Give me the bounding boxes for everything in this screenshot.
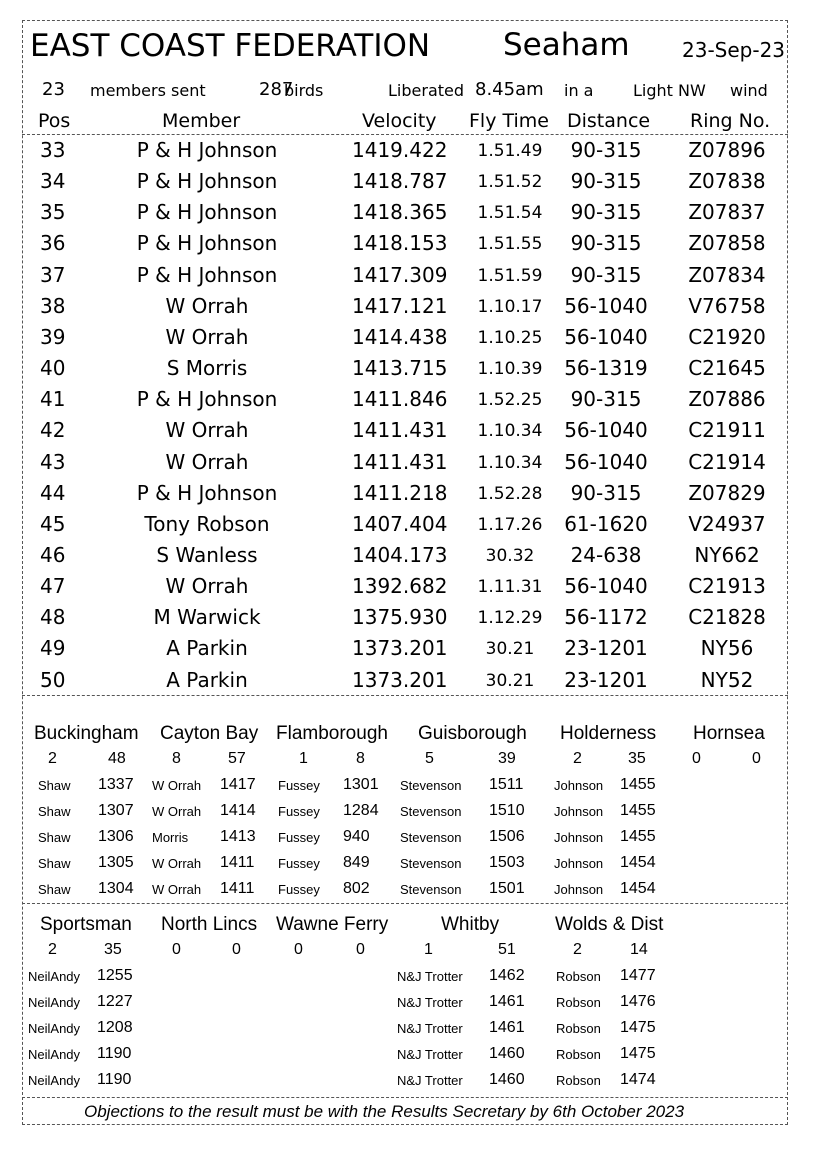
section-entry-name: Morris (152, 830, 189, 845)
cell-fly: 30.21 (485, 670, 535, 691)
members-label: members sent (90, 81, 206, 100)
section-birds: 57 (228, 750, 246, 767)
cell-velocity: 1419.422 (352, 138, 448, 162)
section-entry-name: Fussey (278, 882, 320, 897)
cell-velocity: 1411.218 (352, 480, 448, 505)
cell-member: W Orrah (165, 324, 249, 349)
cell-ring: Z07834 (688, 262, 766, 287)
cell-dist: 90-315 (570, 200, 642, 225)
section-entry-velocity: 802 (343, 880, 370, 897)
section-entry-velocity: 1506 (489, 828, 525, 845)
section-birds: 39 (498, 750, 516, 767)
cell-dist: 24-638 (570, 542, 642, 567)
cell-member: P & H Johnson (136, 231, 278, 256)
cell-pos: 36 (40, 231, 66, 256)
section-entry-name: Stevenson (400, 882, 462, 897)
cell-dist: 23-1201 (564, 636, 648, 661)
cell-fly: 1.10.39 (477, 359, 543, 380)
section-name: Flamborough (276, 723, 388, 744)
section-entry-name: Johnson (554, 778, 604, 793)
section-entry-name: Johnson (554, 804, 604, 819)
section-entry-name: NeilAndy (28, 969, 81, 984)
cell-ring: C21911 (688, 418, 766, 443)
section-members: 5 (425, 750, 434, 767)
section-entry-velocity: 1411 (220, 854, 255, 871)
cell-pos: 50 (40, 667, 66, 692)
cell-fly: 1.12.29 (477, 608, 543, 629)
cell-fly: 1.51.59 (477, 265, 543, 286)
table-row (22, 605, 788, 636)
section-entry-velocity: 1414 (220, 802, 256, 819)
col-flytime-header: Fly Time (469, 110, 549, 132)
members-count: 23 (42, 79, 65, 100)
table-row (22, 387, 788, 418)
section-entry-name: W Orrah (152, 856, 202, 871)
section-entry-velocity: 1454 (620, 880, 656, 897)
cell-dist: 56-1040 (564, 574, 648, 599)
section-entry-name: Fussey (278, 856, 320, 871)
section-entry-velocity: 1306 (98, 828, 134, 845)
section-entry-name: Fussey (278, 778, 320, 793)
section-birds: 35 (628, 750, 646, 767)
table-row (22, 138, 788, 169)
in-a-label: in a (564, 81, 594, 100)
section-entry-velocity: 1208 (97, 1019, 133, 1036)
cell-member: S Wanless (156, 542, 258, 567)
race-venue: Seaham (503, 27, 630, 63)
cell-velocity: 1375.930 (352, 605, 448, 630)
section-entry-velocity: 849 (343, 854, 370, 871)
cell-member: P & H Johnson (136, 200, 278, 225)
cell-member: A Parkin (166, 667, 248, 692)
cell-pos: 42 (40, 418, 66, 443)
section-entry-velocity: 1417 (220, 776, 256, 793)
section-entry-name: Robson (556, 1073, 601, 1088)
cell-velocity: 1373.201 (352, 667, 448, 692)
cell-dist: 56-1040 (564, 418, 648, 443)
cell-ring: C21828 (688, 605, 766, 630)
federation-title: EAST COAST FEDERATION (30, 28, 431, 64)
section-entry-name: Stevenson (400, 778, 462, 793)
section-entry-velocity: 1454 (620, 854, 656, 871)
section-birds: 48 (108, 750, 126, 767)
section-entry-name: Robson (556, 1021, 601, 1036)
table-row (22, 450, 788, 481)
results-divider (22, 695, 788, 696)
cell-fly: 1.10.34 (477, 452, 543, 473)
cell-dist: 90-315 (570, 262, 642, 287)
table-row (22, 356, 788, 387)
section-birds: 0 (752, 750, 761, 767)
cell-fly: 1.52.25 (477, 390, 543, 411)
section-entry-name: Shaw (38, 804, 71, 819)
cell-velocity: 1407.404 (352, 511, 448, 536)
objections-note: Objections to the result must be with the Results Secretary by 6th October 2023 (84, 1102, 685, 1121)
cell-ring: C21920 (688, 324, 766, 349)
cell-member: S Morris (166, 356, 248, 381)
section-birds: 14 (630, 941, 648, 958)
section-members: 1 (299, 750, 308, 767)
table-row (22, 418, 788, 449)
table-row (22, 512, 788, 543)
section-entry-velocity: 1304 (98, 880, 134, 897)
section-entry-name: NeilAndy (28, 1073, 81, 1088)
section-entry-name: NeilAndy (28, 1021, 81, 1036)
cell-ring: NY56 (700, 636, 754, 661)
cell-velocity: 1417.121 (352, 293, 448, 318)
section-entry-velocity: 1474 (620, 1071, 656, 1088)
cell-velocity: 1414.438 (352, 324, 448, 349)
col-ring-header: Ring No. (690, 110, 771, 132)
section-members: 1 (424, 941, 433, 958)
cell-pos: 48 (40, 605, 66, 630)
cell-pos: 34 (40, 169, 66, 194)
section-entry-velocity: 1337 (98, 776, 134, 793)
section-birds: 35 (104, 941, 122, 958)
section-entry-name: Shaw (38, 882, 71, 897)
section-entry-velocity: 1455 (620, 802, 656, 819)
table-row (22, 294, 788, 325)
cell-dist: 90-315 (570, 480, 642, 505)
section-entry-name: N&J Trotter (397, 1073, 463, 1088)
section-name: North Lincs (161, 914, 258, 935)
cell-member: P & H Johnson (136, 138, 278, 162)
section-name: Hornsea (693, 723, 765, 744)
cell-fly: 1.10.25 (477, 327, 543, 348)
cell-member: Tony Robson (144, 511, 270, 536)
section-entry-name: N&J Trotter (397, 969, 463, 984)
cell-member: P & H Johnson (136, 262, 278, 287)
section-entry-name: Stevenson (400, 830, 462, 845)
cell-velocity: 1413.715 (352, 356, 448, 381)
cell-velocity: 1411.846 (352, 387, 448, 412)
section-entry-velocity: 1503 (489, 854, 525, 871)
section-entry-velocity: 1284 (343, 802, 379, 819)
cell-ring: NY52 (700, 667, 754, 692)
cell-ring: Z07886 (688, 387, 766, 412)
section-entry-name: Robson (556, 995, 601, 1010)
section-birds: 51 (498, 941, 516, 958)
cell-member: P & H Johnson (136, 169, 278, 194)
section-members: 8 (172, 750, 181, 767)
col-distance-header: Distance (567, 110, 651, 132)
section-entry-name: Robson (556, 969, 601, 984)
section-entry-name: W Orrah (152, 778, 202, 793)
wind-label: wind (730, 81, 768, 100)
section-entry-velocity: 940 (343, 828, 370, 845)
cell-dist: 23-1201 (564, 667, 648, 692)
cell-fly: 1.10.17 (477, 296, 543, 317)
section-entry-velocity: 1190 (97, 1045, 132, 1062)
section-entry-velocity: 1460 (489, 1045, 525, 1062)
table-row (22, 574, 788, 605)
cell-ring: V76758 (688, 293, 766, 318)
cell-ring: Z07838 (688, 169, 766, 194)
section-entry-name: Robson (556, 1047, 601, 1062)
section-entry-name: Johnson (554, 830, 604, 845)
cell-fly: 30.21 (485, 639, 535, 660)
cell-fly: 1.51.49 (477, 141, 543, 161)
cell-ring: Z07837 (688, 200, 766, 225)
section-entry-name: Johnson (554, 856, 604, 871)
section-entry-name: NeilAndy (28, 995, 81, 1010)
section-entry-name: Stevenson (400, 804, 462, 819)
section-entry-velocity: 1510 (489, 802, 525, 819)
cell-dist: 90-315 (570, 231, 642, 256)
section-entry-name: NeilAndy (28, 1047, 81, 1062)
section-entry-name: Stevenson (400, 856, 462, 871)
section-entry-velocity: 1307 (98, 802, 134, 819)
cell-pos: 47 (40, 574, 66, 599)
cell-ring: V24937 (688, 511, 766, 536)
birds-label: birds (284, 81, 324, 100)
cell-dist: 61-1620 (564, 511, 648, 536)
table-row (22, 231, 788, 262)
section-entry-name: W Orrah (152, 804, 202, 819)
cell-ring: Z07896 (688, 138, 766, 162)
table-row (22, 668, 788, 699)
section-entry-velocity: 1460 (489, 1071, 525, 1088)
section-entry-velocity: 1475 (620, 1045, 656, 1062)
section-entry-velocity: 1461 (489, 1019, 525, 1036)
section-name: Whitby (441, 914, 500, 935)
cell-dist: 56-1040 (564, 324, 648, 349)
cell-ring: Z07829 (688, 480, 766, 505)
cell-velocity: 1418.153 (352, 231, 448, 256)
header-divider (22, 134, 788, 135)
cell-dist: 56-1040 (564, 293, 648, 318)
section-entry-velocity: 1462 (489, 967, 525, 984)
section-name: Wolds & Dist (555, 914, 664, 935)
table-row (22, 263, 788, 294)
section-entry-velocity: 1477 (620, 967, 656, 984)
section-entry-velocity: 1501 (489, 880, 525, 897)
liberated-label: Liberated (388, 81, 465, 100)
table-row (22, 169, 788, 200)
cell-member: W Orrah (165, 449, 249, 474)
section-entry-name: Fussey (278, 804, 320, 819)
section-entry-velocity: 1476 (620, 993, 656, 1010)
section-entry-velocity: 1190 (97, 1071, 132, 1088)
cell-member: P & H Johnson (136, 480, 278, 505)
cell-dist: 90-315 (570, 169, 642, 194)
section-entry-velocity: 1455 (620, 828, 656, 845)
section-entry-name: Shaw (38, 856, 71, 871)
cell-fly: 1.10.34 (477, 421, 543, 442)
section-entry-name: Shaw (38, 778, 71, 793)
cell-pos: 38 (40, 293, 66, 318)
col-pos-header: Pos (38, 110, 71, 132)
cell-member: M Warwick (153, 605, 261, 630)
cell-pos: 35 (40, 200, 66, 225)
cell-fly: 1.11.31 (477, 577, 543, 598)
cell-member: W Orrah (165, 418, 249, 443)
cell-velocity: 1411.431 (352, 449, 448, 474)
section-members: 0 (692, 750, 701, 767)
cell-member: A Parkin (166, 636, 248, 661)
sections-divider (22, 903, 788, 904)
cell-velocity: 1392.682 (352, 574, 448, 599)
cell-dist: 56-1172 (564, 605, 648, 630)
section-name: Wawne Ferry (276, 914, 389, 935)
section-members: 2 (573, 750, 582, 767)
section-birds: 0 (356, 941, 365, 958)
section-members: 2 (48, 941, 57, 958)
cell-pos: 43 (40, 449, 66, 474)
section-entry-velocity: 1305 (98, 854, 134, 871)
cell-ring: C21913 (688, 574, 766, 599)
cell-ring: NY662 (694, 542, 760, 567)
cell-member: P & H Johnson (136, 387, 278, 412)
section-entry-velocity: 1511 (489, 776, 524, 793)
cell-pos: 33 (40, 138, 66, 162)
birds-count: 287 (259, 79, 294, 100)
section-entry-velocity: 1301 (343, 776, 379, 793)
cell-pos: 44 (40, 480, 66, 505)
section-name: Cayton Bay (160, 723, 259, 744)
section-entry-velocity: 1411 (220, 880, 255, 897)
cell-pos: 41 (40, 387, 66, 412)
table-row (22, 200, 788, 231)
table-row (22, 543, 788, 574)
cell-member: W Orrah (165, 293, 249, 318)
section-entry-velocity: 1255 (97, 967, 133, 984)
cell-velocity: 1418.787 (352, 169, 448, 194)
cell-dist: 56-1040 (564, 449, 648, 474)
cell-pos: 39 (40, 324, 66, 349)
col-member-header: Member (162, 110, 241, 132)
cell-fly: 1.17.26 (477, 514, 543, 535)
section-name: Guisborough (418, 723, 527, 744)
section-members: 0 (294, 941, 303, 958)
col-velocity-header: Velocity (362, 110, 437, 132)
cell-member: W Orrah (165, 574, 249, 599)
section-entry-name: N&J Trotter (397, 1047, 463, 1062)
cell-pos: 40 (40, 356, 66, 381)
cell-fly: 30.32 (485, 545, 535, 566)
section-name: Sportsman (40, 914, 132, 935)
section-name: Holderness (560, 723, 657, 744)
cell-ring: Z07858 (688, 231, 766, 256)
section-entry-name: Shaw (38, 830, 71, 845)
cell-pos: 49 (40, 636, 66, 661)
section-name: Buckingham (34, 723, 139, 744)
cell-velocity: 1417.309 (352, 262, 448, 287)
section-entry-velocity: 1413 (220, 828, 256, 845)
cell-velocity: 1373.201 (352, 636, 448, 661)
table-row (22, 481, 788, 512)
section-entry-velocity: 1475 (620, 1019, 656, 1036)
cell-pos: 46 (40, 542, 66, 567)
cell-velocity: 1404.173 (352, 542, 448, 567)
cell-ring: C21914 (688, 449, 766, 474)
cell-fly: 1.51.52 (477, 172, 543, 193)
table-row (22, 325, 788, 356)
section-entry-name: Johnson (554, 882, 604, 897)
section-entry-name: Fussey (278, 830, 320, 845)
section-members: 2 (48, 750, 57, 767)
cell-fly: 1.51.55 (477, 234, 543, 255)
section-entry-name: N&J Trotter (397, 995, 463, 1010)
table-row (22, 636, 788, 667)
section-entry-velocity: 1227 (97, 993, 133, 1010)
cell-pos: 37 (40, 262, 66, 287)
race-date: 23-Sep-23 (682, 38, 786, 62)
cell-fly: 1.51.54 (477, 203, 543, 224)
section-members: 2 (573, 941, 582, 958)
cell-velocity: 1418.365 (352, 200, 448, 225)
cell-dist: 90-315 (570, 387, 642, 412)
section-entry-velocity: 1455 (620, 776, 656, 793)
section-birds: 8 (356, 750, 365, 767)
section-members: 0 (172, 941, 181, 958)
cell-dist: 90-315 (570, 138, 642, 162)
section-entry-velocity: 1461 (489, 993, 525, 1010)
cell-fly: 1.52.28 (477, 483, 543, 504)
wind-direction: Light NW (633, 81, 706, 100)
cell-ring: C21645 (688, 356, 766, 381)
footer-divider (22, 1097, 788, 1098)
section-entry-name: W Orrah (152, 882, 202, 897)
section-entry-name: N&J Trotter (397, 1021, 463, 1036)
cell-velocity: 1411.431 (352, 418, 448, 443)
cell-dist: 56-1319 (564, 356, 648, 381)
cell-pos: 45 (40, 511, 66, 536)
section-birds: 0 (232, 941, 241, 958)
liberation-time: 8.45am (475, 79, 544, 100)
